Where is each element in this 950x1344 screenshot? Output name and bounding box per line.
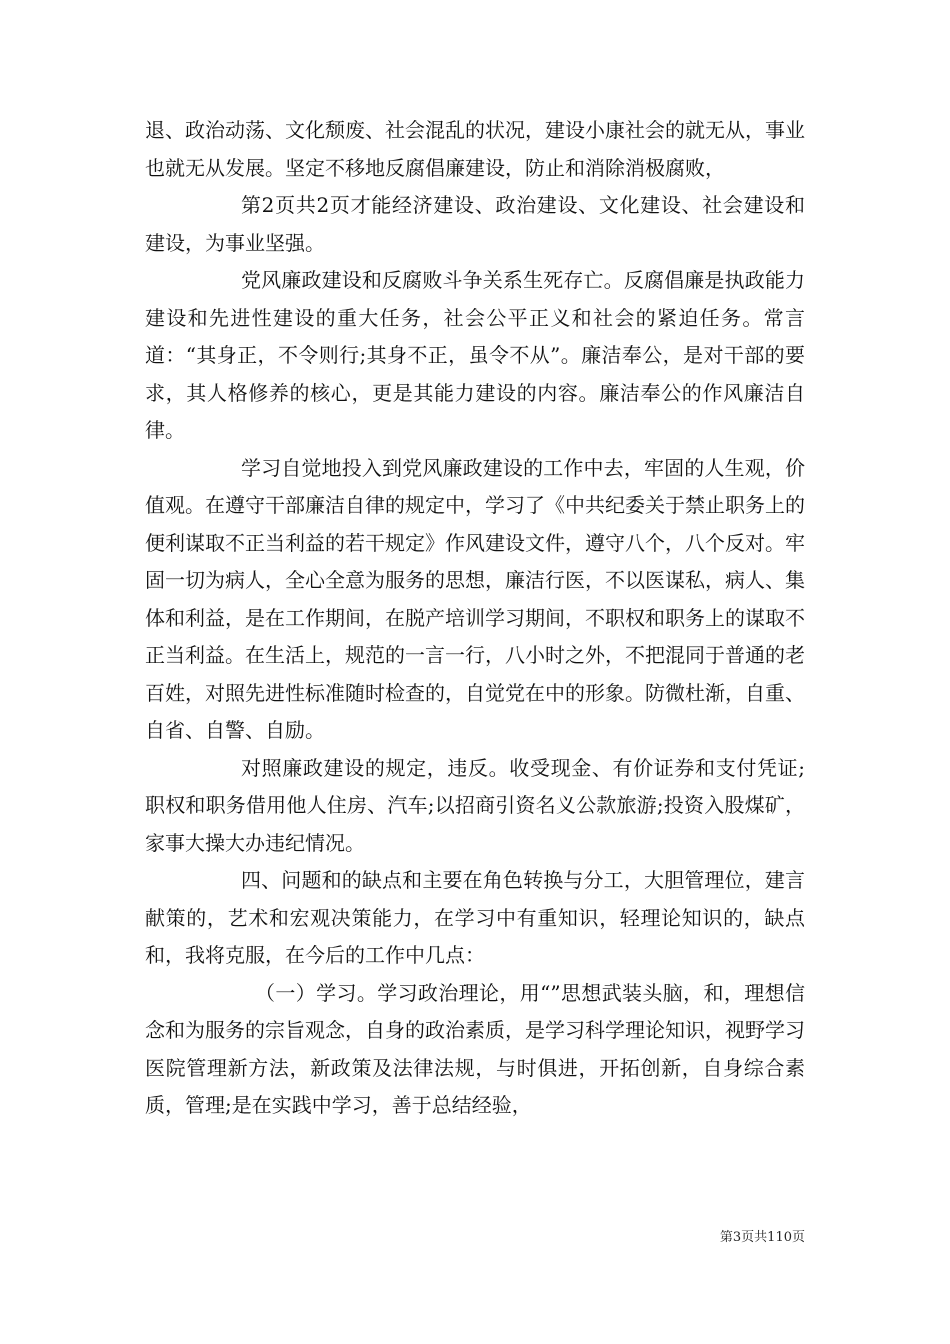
paragraph-6: 四、问题和的缺点和主要在角色转换与分工，大胆管理位，建言献策的，艺术和宏观决策能力，在学习中有重知识，轻理论知识的，缺点和，我将克服，在今后的工作中几点： bbox=[145, 868, 805, 967]
paragraph-2: 第2页共2页才能经济建设、政治建设、文化建设、社会建设和建设，为事业坚强。 bbox=[145, 193, 805, 255]
page-number-footer: 第3页共110页 bbox=[719, 1230, 805, 1245]
paragraph-5: 对照廉政建设的规定，违反。收受现金、有价证券和支付凭证;职权和职务借用他人住房、汽车;以招商引资名义公款旅游;投资入股煤矿，家事大操大办违纪情况。 bbox=[145, 755, 805, 855]
paragraph-7: （一）学习。学习政治理论，用“”思想武装头脑，和，理想信念和为服务的宗旨观念，自身的政治素质，是学习科学理论知识，视野学习医院管理新方法，新政策及法律法规，与时俱进，开拓创新，自身综合素质，管理;是在实践中学习，善于总结经验， bbox=[145, 980, 805, 1117]
document-body bbox=[145, 112, 805, 1125]
paragraph-4: 学习自觉地投入到党风廉政建设的工作中去，牢固的人生观，价值观。在遵守干部廉洁自律的规定中，学习了《中共纪委关于禁止职务上的便利谋取不正当利益的若干规定》作风建设文件，遵守八个，八个反对。牢固一切为病人，全心全意为服务的思想，廉洁行医，不以医谋私，病人、集体和利益，是在工作期间，在脱产培训学习期间，不职权和职务上的谋取不正当利益。在生活上，规范的一言一行，八小时之外，不把混同于普通的老百姓，对照先进性标准随时检查的，自觉党在中的形象。防微杜渐，自重、自省、自警、自励。 bbox=[145, 455, 805, 742]
paragraph-1: 退、政治动荡、文化颓废、社会混乱的状况，建设小康社会的就无从，事业也就无从发展。坚定不移地反腐倡廉建设，防止和消除消极腐败， bbox=[145, 118, 805, 180]
paragraph-3: 党风廉政建设和反腐败斗争关系生死存亡。反腐倡廉是执政能力建设和先进性建设的重大任务，社会公平正义和社会的紧迫任务。常言道：“其身正，不令则行;其身不正，虽令不从”。廉洁奉公，是对干部的要求，其人格修养的核心，更是其能力建设的内容。廉洁奉公的作风廉洁自律。 bbox=[145, 268, 805, 442]
